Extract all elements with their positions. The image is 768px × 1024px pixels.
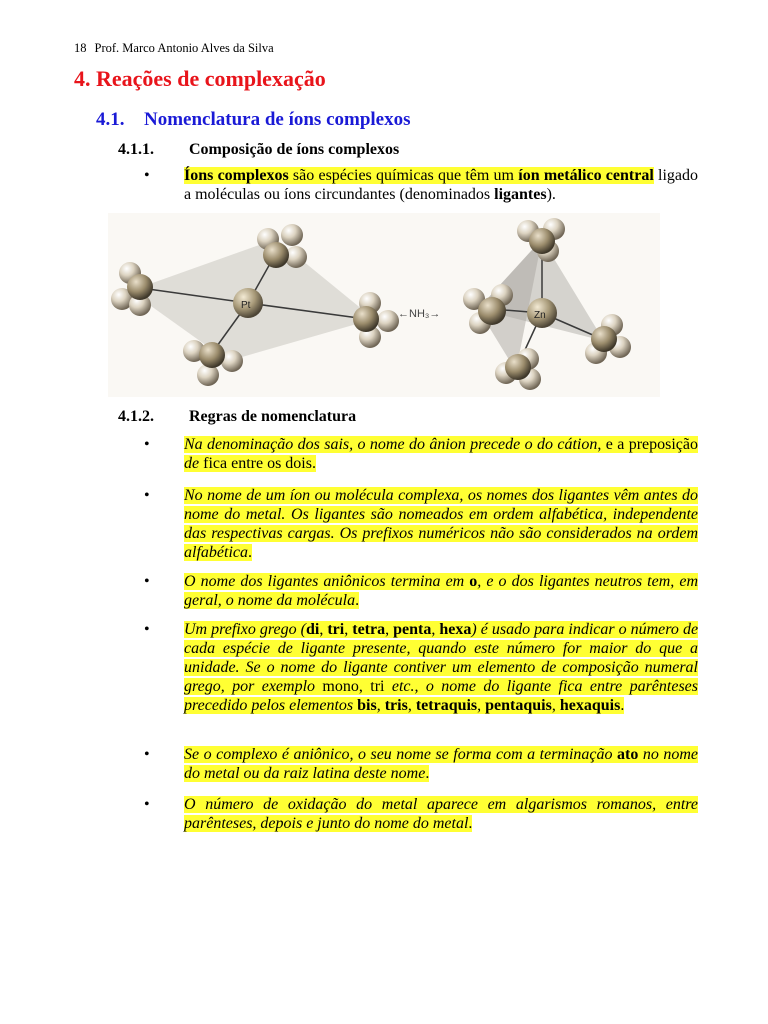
page-header [74,41,274,56]
subsection-title: Regras de nomenclatura [189,408,357,425]
page-number: 18 [74,41,87,55]
list-item [118,745,698,783]
bold-term: ligantes [494,186,547,203]
section-number: 4.1. [96,109,125,130]
text-run: ). [546,186,556,203]
list-item [118,435,698,473]
list-item [118,486,698,562]
highlight: O número de oxidação do metal aparece em algarismos romanos, entre parênteses, depois e junto do nome do metal. [184,796,698,832]
highlight [184,167,654,184]
bold-term: íon metálico central [518,167,654,184]
bullet-icon: • [144,487,150,504]
section-title: Nomenclatura de íons complexos [144,109,411,130]
highlight: Na denominação dos sais, o nome do ânion precede o do cátion, e a preposição de fica entre os dois. [184,436,698,472]
highlight: Se o complexo é aniônico, o seu nome se forma com a terminação ato no nome do metal ou da raiz latina deste nome. [184,746,699,782]
arrow-label: ←NH₃→ [398,308,441,320]
subsection-number: 4.1.2. [118,408,154,425]
list-item [118,795,698,833]
rules-list [118,795,698,833]
subsection-title: Composição de íons complexos [189,141,400,158]
rules-list [118,572,698,610]
subsection-heading-composition [118,141,399,159]
bold-term: Íons complexos [184,167,289,184]
right-metal-label: Zn [534,310,546,321]
bullet-icon: • [144,621,150,638]
section-heading [96,109,411,131]
rules-list [118,745,698,783]
chapter-title: 4. Reações de complexação [74,66,326,91]
text-run: são espécies químicas que têm um [288,167,519,184]
list-item [118,620,698,715]
subsection-heading-rules [118,408,356,426]
author-name: Prof. Marco Antonio Alves da Silva [94,41,274,55]
complex-ions-figure [108,213,660,397]
bullet-icon: • [144,436,150,453]
bullet-icon: • [144,167,150,184]
highlight: No nome de um íon ou molécula complexa, os nomes dos ligantes vêm antes do nome do metal. Os ligantes são nomeados em ordem alfabética, independente das respectivas cargas. Os prefixos numéricos não são considerados na ordem alfabética. [184,487,698,561]
rules-list [118,435,698,473]
bullet-icon: • [144,573,150,590]
rules-list [118,486,698,562]
bullet-icon: • [144,796,150,813]
left-metal-label: Pt [241,300,251,311]
text-run: ligado a moléculas ou íons circundantes (denominados [184,167,699,203]
highlight: O nome dos ligantes aniônicos termina em o, e o dos ligantes neutros tem, em geral, o nome da molécula. [184,573,698,609]
list-item [118,572,698,610]
highlight: Um prefixo grego (di, tri, tetra, penta, hexa) é usado para indicar o número de cada espécie de ligante presente, quando este número for maior do que a unidade. Se o nome do ligante contiver um elemento de composição numeral grego, por exemplo mono, tri etc., o nome do ligante fica entre parênteses precedido pelos elementos bis, tris, tetraquis, pentaquis, hexaquis. [184,621,699,714]
composition-list [118,166,698,204]
subsection-number: 4.1.1. [118,141,154,158]
list-item [118,166,698,204]
bullet-icon: • [144,746,150,763]
rules-list [118,620,698,715]
